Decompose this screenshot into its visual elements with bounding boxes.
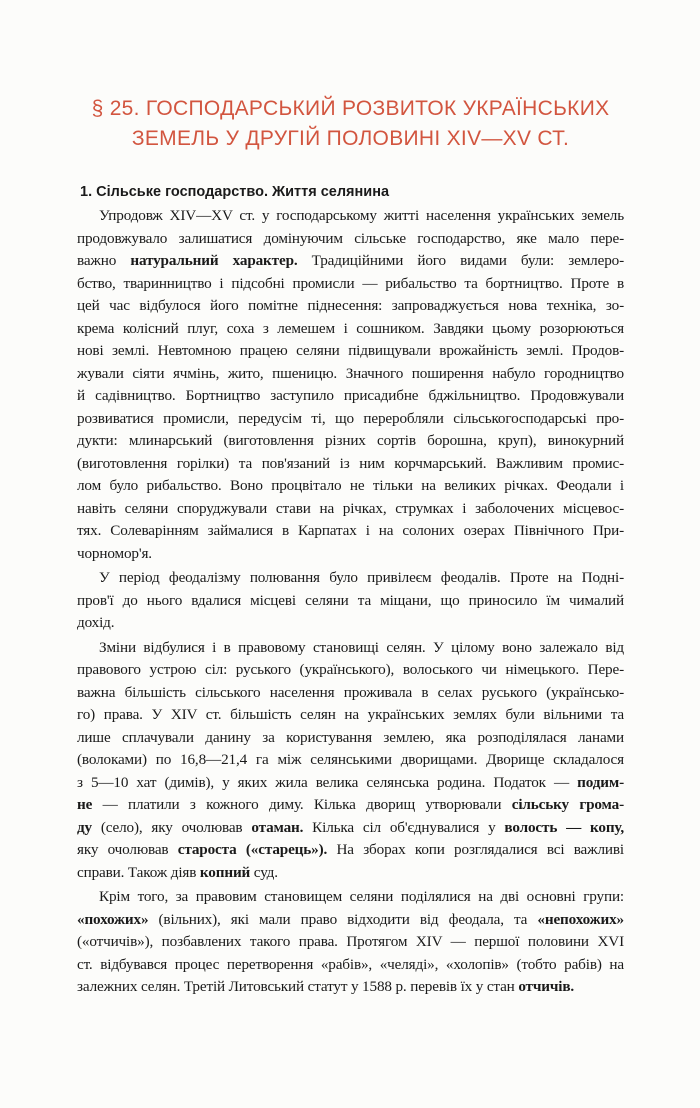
bold-term: староста («старець»). [177, 841, 328, 858]
text-run: (вільних), які мали право відходити від феодала, та [148, 910, 538, 928]
text-line [77, 612, 624, 635]
text-run: ст. відбувався процес перетворення «рабів», «челяді», «холопів» (тобто рабів) на [77, 955, 624, 973]
text-line [77, 567, 624, 590]
text-run: (виготовлення горілки) та пов'язаний із ним корчмарський. Важливим промис- [77, 454, 624, 472]
text-run: жували сіяти ячмінь, жито, пшеницю. Значного поширення набуло городництво [77, 364, 624, 382]
bold-term: «похожих» [77, 910, 149, 928]
paragraph [77, 567, 624, 635]
bold-term: волость — копу, [504, 818, 624, 836]
text-line [77, 408, 624, 431]
text-run: цей час відбулося його помітне піднесення: запроваджується нова техніка, зо- [77, 297, 624, 314]
text-line [77, 273, 624, 296]
text-line [77, 385, 624, 408]
text-run: правового устрою сіл: руського (українського), волоського чи німецького. Пере- [77, 661, 624, 678]
text-run: лом було рибальство. Воно процвітало не тільки на великих річках. Феодали і [77, 477, 624, 494]
chapter-title [77, 94, 624, 154]
text-run: На зборах копи розглядалися всі важливі [327, 841, 624, 858]
text-run: крема колісний плуг, соха з лемешем і сошником. Завдяки цьому розорюються [77, 319, 624, 337]
text-line [77, 886, 624, 909]
text-line [77, 340, 624, 363]
text-line [77, 976, 624, 999]
text-line [77, 772, 624, 795]
body-text [77, 205, 624, 999]
text-line [77, 749, 624, 772]
bold-term: подим- [577, 773, 624, 791]
text-run: (волоками) по 16,8—21,4 га між селянськими дворищами. Дворище складалося [77, 751, 624, 768]
bold-term: не [77, 796, 93, 813]
section-heading: 1. Сільське господарство. Життя селянина [80, 184, 390, 200]
text-run: яку очолював [77, 841, 178, 858]
text-line [77, 318, 624, 341]
text-line [77, 794, 624, 817]
text-run: Кілька сіл об'єднувалися у [303, 818, 505, 836]
bold-term: ду [77, 818, 92, 836]
text-line [77, 543, 624, 566]
text-line [77, 659, 624, 682]
text-line [77, 704, 624, 727]
text-line [77, 430, 624, 453]
text-line [77, 475, 624, 498]
text-run: (село), яку очолював [91, 818, 252, 836]
bold-term: отаман. [251, 818, 304, 836]
text-run: — платили з кожного диму. Кілька дворищ утворювали [92, 796, 512, 813]
text-line [77, 205, 624, 228]
bold-term: натуральний характер. [130, 252, 298, 269]
text-run: важно [77, 252, 131, 269]
text-line [77, 295, 624, 318]
chapter-title-line-2: ЗЕМЕЛЬ У ДРУГІЙ ПОЛОВИНІ XIV—XV СТ. [131, 127, 570, 150]
text-line [77, 909, 624, 932]
text-run: з 5—10 хат (димів), у яких жила велика селянська родина. Податок — [77, 773, 578, 791]
text-run: залежних селян. Третій Литовський статут у 1588 р. перевів їх у стан [77, 978, 519, 995]
text-line [77, 637, 624, 660]
text-run: справи. Також діяв [77, 863, 200, 881]
text-run: Традиційними його видами були: землеро- [297, 252, 625, 269]
text-line [77, 498, 624, 521]
text-line [77, 682, 624, 705]
text-run: го) права. У XIV ст. більшість селян на українських землях були вільними та [77, 706, 624, 723]
text-run: важна більшість сільського населення проживала в селах руського (українсько- [77, 683, 624, 701]
text-line [77, 250, 624, 273]
text-run: Крім того, за правовим становищем селяни поділялися на дві основні групи: [99, 888, 624, 905]
text-run: чорномор'я. [77, 544, 152, 562]
text-run: нові землі. Невтомною працею селяни підвищували врожайність землі. Продов- [77, 342, 624, 359]
text-run: У період феодалізму полювання було привілеєм феодалів. Проте на Подні- [99, 569, 624, 586]
bold-term: сільську грома- [511, 796, 624, 813]
text-run: розвиватися промисли, передусім ті, що переробляли сільськогосподарські про- [77, 409, 624, 427]
text-run: тях. Солеварінням займалися в Карпатах і на солоних озерах Північного При- [77, 522, 624, 539]
text-run: навіть селяни споруджували стави на річках, струмках і заболочених місцевос- [77, 499, 624, 517]
text-line [77, 862, 624, 885]
paragraph [77, 637, 624, 885]
text-run: бство, тваринництво і підсобні промисли — рибальство та бортництво. Проте в [77, 274, 624, 292]
chapter-title-line-1: § 25. ГОСПОДАРСЬКИЙ РОЗВИТОК УКРАЇНСЬКИХ [91, 97, 610, 120]
text-line [77, 453, 624, 476]
paragraph [77, 886, 624, 999]
bold-term: отчичів. [518, 978, 575, 995]
bold-term: «непохожих» [537, 910, 624, 928]
text-run: суд. [250, 863, 278, 881]
text-run: продовжувало залишатися домінуючим сільське господарство, яке мало пере- [77, 229, 624, 247]
text-run: лише сплачували данину за користування землею, яка розподілялася ланами [77, 728, 624, 746]
text-line [77, 931, 624, 954]
text-line [77, 520, 624, 543]
text-run: («отчичів»), позбавлених такого права. Протягом XIV — першої половини XVI [77, 933, 624, 950]
bold-term: копний [199, 863, 251, 881]
textbook-page [0, 94, 700, 1108]
text-line [77, 590, 624, 613]
text-run: пров'ї до нього вдалися місцеві селяни та міщани, що приносило їм чималий [77, 591, 624, 609]
text-line [77, 954, 624, 977]
text-run: й садівництво. Бортництво заступило присадибне бджільництво. Продовжували [77, 387, 624, 404]
text-line [77, 839, 624, 862]
text-run: Упродовж XIV—XV ст. у господарському житті населення українських земель [99, 207, 624, 224]
text-run: дукти: млинарський (виготовлення різних сортів борошна, круп), винокурний [77, 432, 624, 449]
paragraph [77, 205, 624, 565]
text-line [77, 817, 624, 840]
text-line [77, 363, 624, 386]
text-run: дохід. [77, 614, 115, 631]
text-run: Зміни відбулися і в правовому становищі селян. У цілому воно залежало від [99, 638, 624, 656]
text-line [77, 727, 624, 750]
text-line [77, 228, 624, 251]
